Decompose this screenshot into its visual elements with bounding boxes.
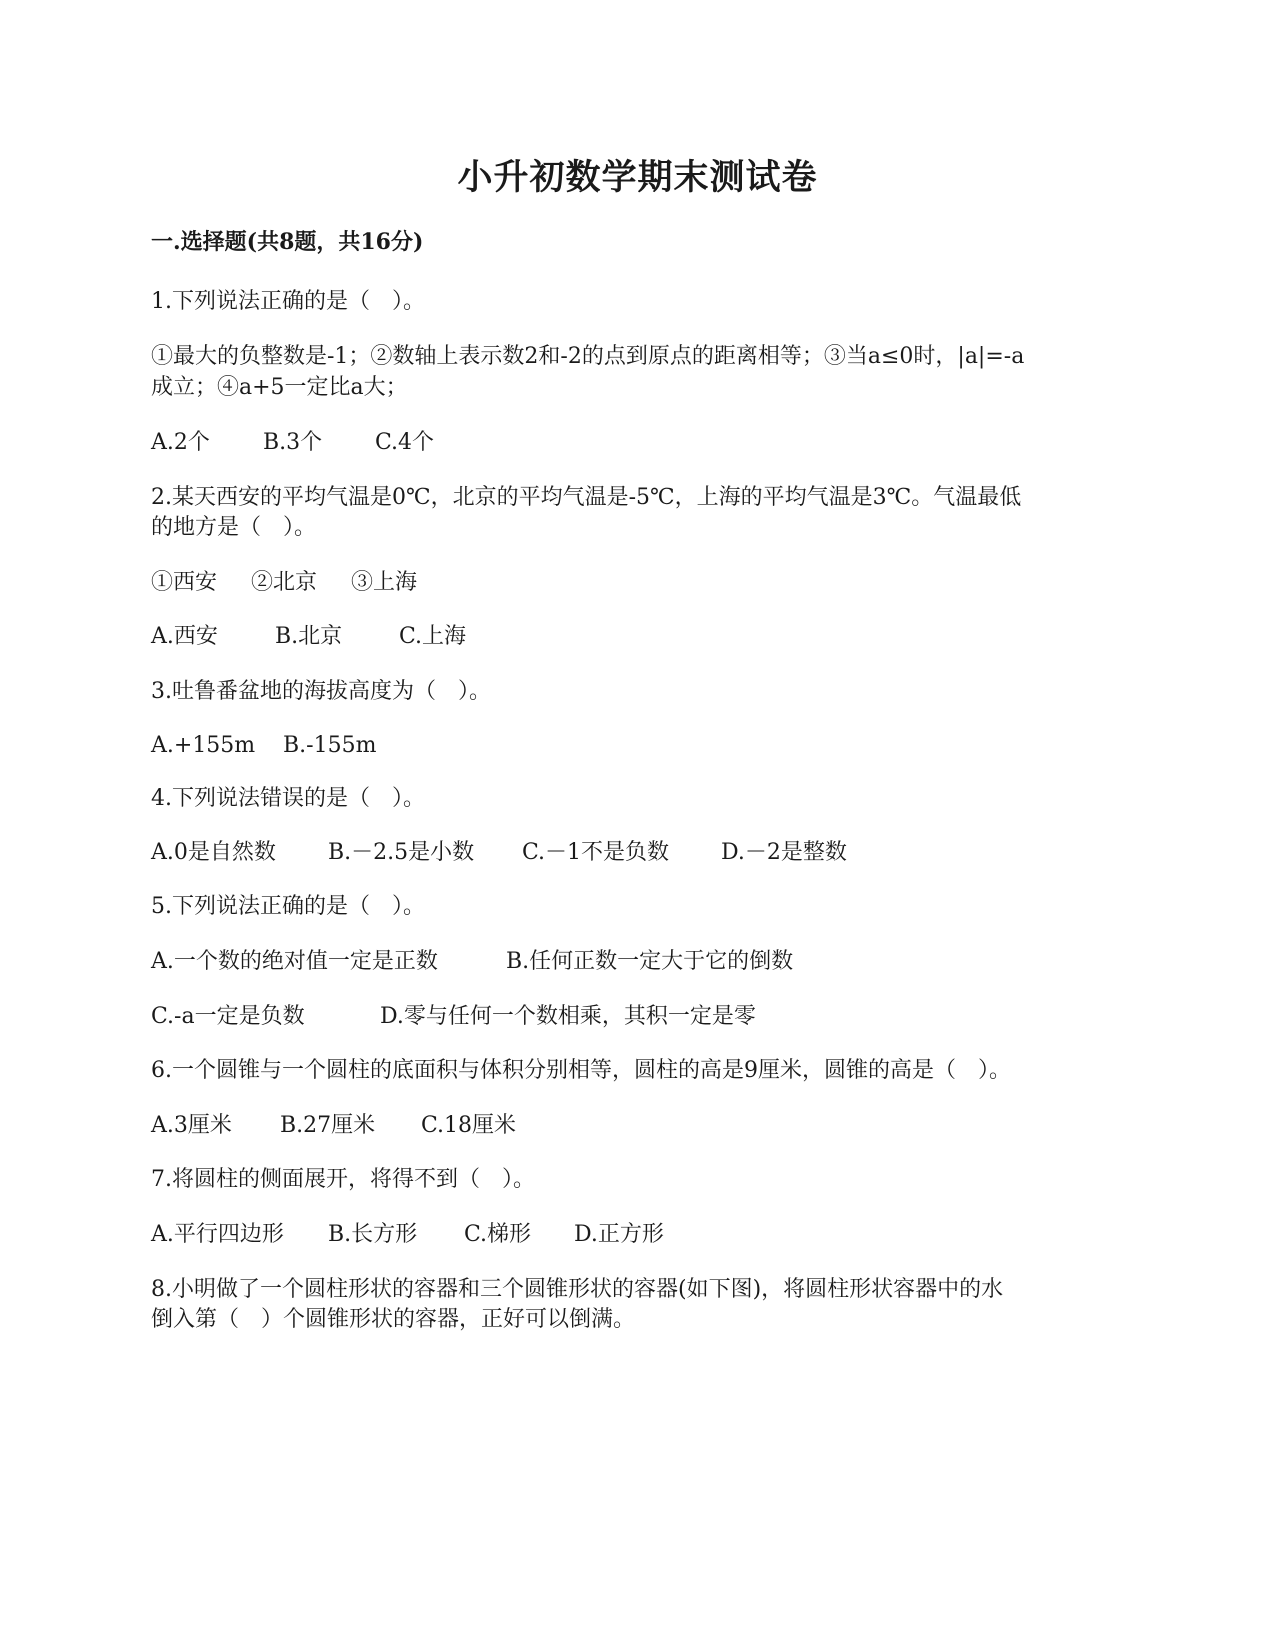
option-a: A.平行四边形 [151,1222,284,1247]
option-a: A.西安 [151,624,218,649]
question-4-options [151,837,1131,869]
option-c: C.18厘米 [421,1113,517,1138]
question-6-options [151,1110,1131,1142]
option-a: A.2个 [151,430,210,455]
option-b: B.长方形 [328,1222,418,1247]
option-c: C.-a一定是负数 [151,1004,305,1029]
question-1-detail-line-1: ①最大的负整数是-1；②数轴上表示数2和-2的点到原点的距离相等；③当a≤0时，|a|=-a [151,344,1025,369]
option-b: B.任何正数一定大于它的倒数 [506,949,794,974]
question-3-options [151,730,1131,762]
sub-item-2: ②北京 [251,570,318,595]
option-b: B.－2.5是小数 [328,840,475,865]
question-7-stem: 7.将圆柱的侧面展开，将得不到（ ）。 [151,1167,535,1192]
sub-item-1: ①西安 [151,570,218,595]
option-c: C.梯形 [464,1222,532,1247]
section-heading: 一.选择题(共8题，共16分) [151,229,424,255]
question-6-stem: 6.一个圆锥与一个圆柱的底面积与体积分别相等，圆柱的高是9厘米，圆锥的高是（ ）。 [151,1058,1011,1083]
option-d: D.正方形 [574,1222,664,1247]
question-3-stem: 3.吐鲁番盆地的海拔高度为（ ）。 [151,679,491,704]
option-b: B.27厘米 [280,1113,376,1138]
question-4-stem: 4.下列说法错误的是（ ）。 [151,786,425,811]
option-a: A.0是自然数 [151,840,276,865]
option-d: D.零与任何一个数相乘，其积一定是零 [380,1004,756,1029]
question-2-sub-items [151,567,1131,599]
question-5-options-row-1 [151,946,1131,978]
option-a: A.一个数的绝对值一定是正数 [151,949,438,974]
question-8-stem-line-2: 倒入第（ ）个圆锥形状的容器，正好可以倒满。 [151,1307,636,1332]
option-b: B.北京 [275,624,343,649]
option-a: A.+155m [151,733,256,758]
option-c: C.－1不是负数 [522,840,670,865]
question-2-stem-line-2: 的地方是（ ）。 [151,515,317,540]
question-1-options [151,427,1131,459]
option-a: A.3厘米 [151,1113,232,1138]
question-5-options-row-2 [151,1001,1131,1033]
option-b: B.3个 [263,430,323,455]
option-c: C.4个 [375,430,435,455]
option-c: C.上海 [399,624,467,649]
question-7-options [151,1219,1131,1251]
question-5-stem: 5.下列说法正确的是（ ）。 [151,894,425,919]
question-1-detail-line-2: 成立；④a+5一定比a大； [151,375,408,400]
option-b: B.-155m [283,733,377,758]
page-title: 小升初数学期末测试卷 [457,157,818,198]
question-1-stem: 1.下列说法正确的是（ ）。 [151,289,425,314]
question-8-stem-line-1: 8.小明做了一个圆柱形状的容器和三个圆锥形状的容器(如下图)，将圆柱形状容器中的水 [151,1277,1004,1302]
question-2-stem-line-1: 2.某天西安的平均气温是0℃，北京的平均气温是-5℃，上海的平均气温是3℃。气温最低 [151,485,1022,510]
question-2-options [151,621,1131,653]
sub-item-3: ③上海 [351,570,418,595]
option-d: D.－2是整数 [721,840,847,865]
